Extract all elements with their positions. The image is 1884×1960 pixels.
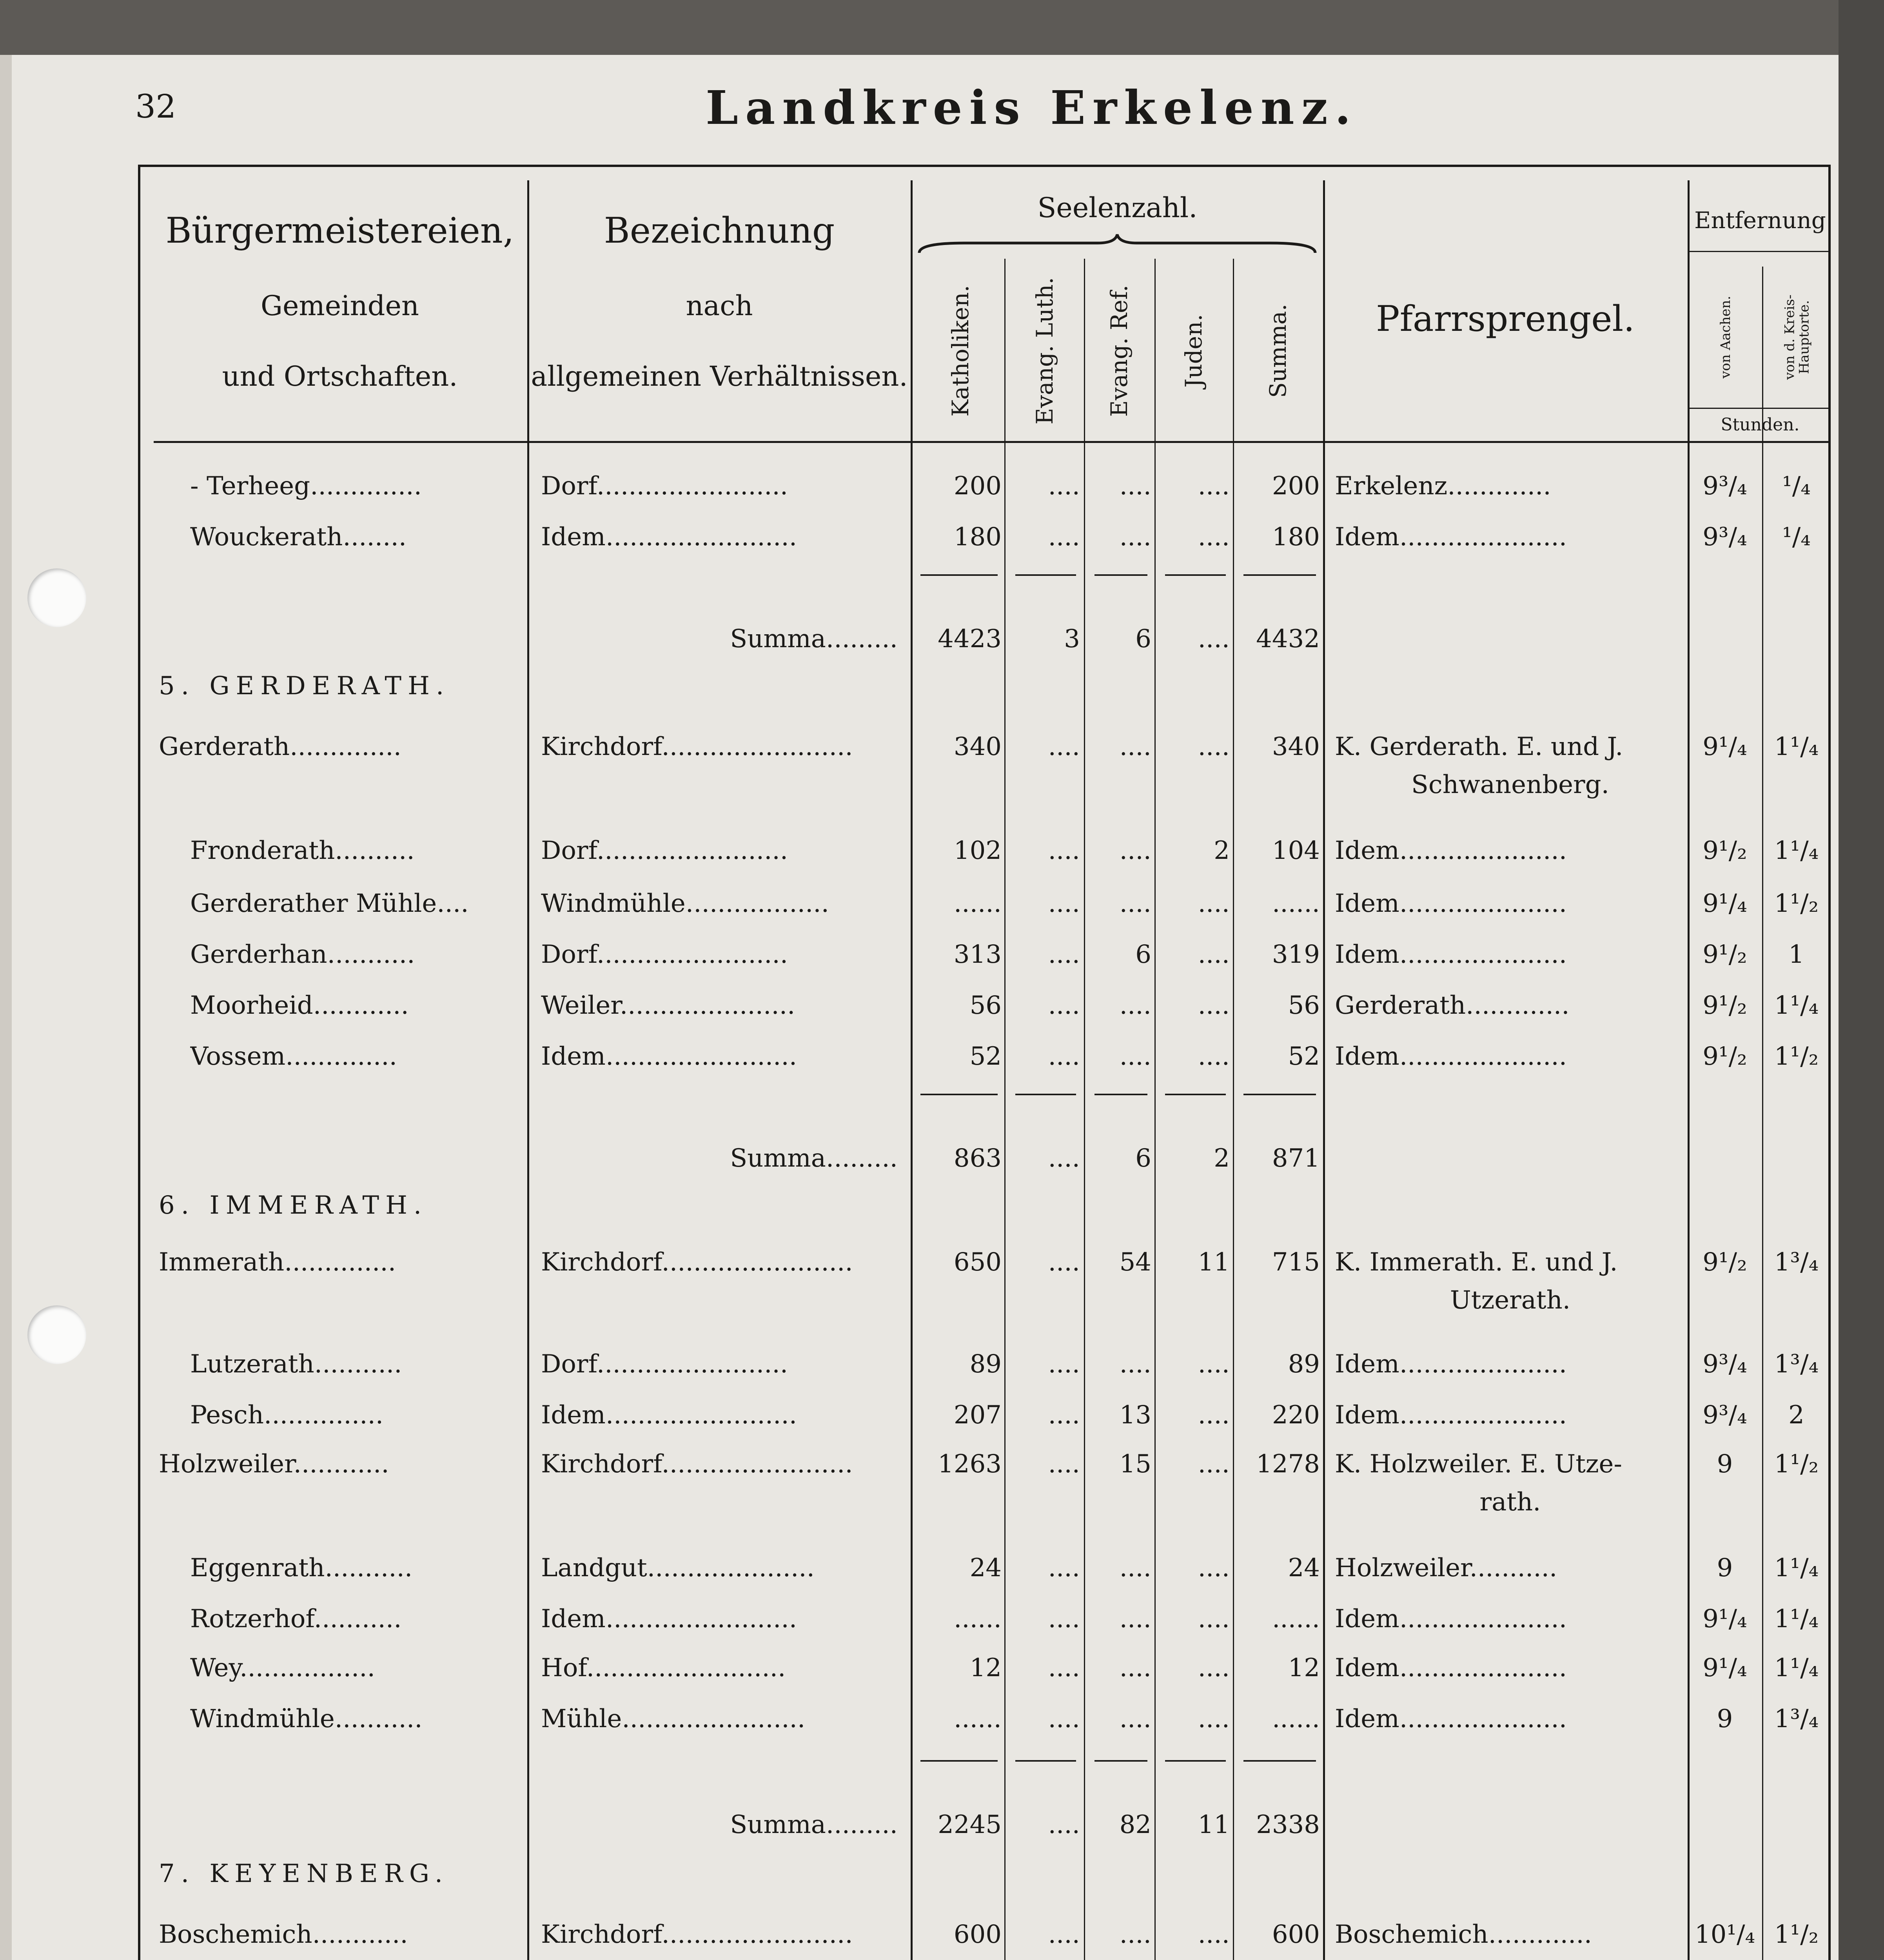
cell-luth: .... xyxy=(1048,889,1080,918)
page-number: 32 xyxy=(135,88,176,125)
cell-kath: 4423 xyxy=(938,624,1002,653)
cell-parish: Boschemich............. xyxy=(1335,1920,1592,1949)
header-kath: Katholiken. xyxy=(947,285,974,417)
cell-luth: .... xyxy=(1048,523,1080,552)
summa-rule xyxy=(1015,1094,1076,1095)
summa-rule xyxy=(1015,1760,1076,1762)
cell-luth: .... xyxy=(1048,1604,1080,1633)
cell-d2: 1¹/₄ xyxy=(1774,836,1819,865)
cell-d1: 9³/₄ xyxy=(1702,472,1747,501)
cell-ref: .... xyxy=(1119,1553,1151,1583)
cell-parish-continued: Schwanenberg. xyxy=(1411,770,1609,799)
header-place-1: Bürgermeistereien, xyxy=(165,210,514,251)
cell-type: Weiler...................... xyxy=(541,991,795,1020)
header-type-1: Bezeichnung xyxy=(604,210,835,251)
cell-sum: 52 xyxy=(1288,1042,1320,1071)
section-row xyxy=(0,662,1884,710)
cell-kath: 89 xyxy=(969,1350,1002,1379)
table-row xyxy=(0,1341,1884,1388)
section-row xyxy=(0,1182,1884,1229)
cell-parish: Holzweiler........... xyxy=(1335,1553,1557,1583)
header-dist-unit: Stunden. xyxy=(1721,415,1800,435)
cell-luth: .... xyxy=(1048,1248,1080,1277)
cell-type: Dorf........................ xyxy=(541,1350,788,1379)
cell-place: Rotzerhof........... xyxy=(190,1604,402,1633)
cell-sum: 319 xyxy=(1272,940,1320,969)
cell-kath: 600 xyxy=(953,1920,1002,1949)
cell-sum: 1278 xyxy=(1256,1450,1320,1479)
summa-rule xyxy=(1165,574,1226,576)
table-row xyxy=(0,931,1884,978)
cell-jud: .... xyxy=(1198,1553,1230,1583)
cell-d2: ¹/₄ xyxy=(1782,472,1811,501)
cell-sum: 180 xyxy=(1272,523,1320,552)
cell-type: Summa......... xyxy=(730,1810,898,1839)
cell-d1: 9³/₄ xyxy=(1702,1401,1747,1430)
table-row xyxy=(0,723,1884,799)
cell-kath: 650 xyxy=(953,1248,1002,1277)
cell-d1: 9³/₄ xyxy=(1702,523,1747,552)
cell-ref: 6 xyxy=(1135,940,1151,969)
cell-ref: .... xyxy=(1119,472,1151,501)
cell-sum: 2338 xyxy=(1256,1810,1320,1839)
cell-type: Dorf........................ xyxy=(541,836,788,865)
cell-d1: 9³/₄ xyxy=(1702,1350,1747,1379)
table-row xyxy=(0,514,1884,561)
page-title: Landkreis Erkelenz. xyxy=(706,80,1358,135)
cell-ref: .... xyxy=(1119,836,1151,865)
cell-d1: 10¹/₄ xyxy=(1694,1920,1755,1949)
cell-jud: .... xyxy=(1198,1401,1230,1430)
cell-parish: Idem..................... xyxy=(1335,1704,1567,1733)
cell-luth: .... xyxy=(1048,1553,1080,1583)
summa-row xyxy=(0,1135,1884,1182)
cell-ref: .... xyxy=(1119,1350,1151,1379)
cell-jud: .... xyxy=(1198,1042,1230,1071)
cell-d2: 1¹/₂ xyxy=(1774,1920,1819,1949)
cell-luth: .... xyxy=(1048,1042,1080,1071)
section-title: 7. KEYENBERG. xyxy=(159,1859,449,1888)
cell-jud: .... xyxy=(1198,523,1230,552)
cell-sum: 871 xyxy=(1272,1144,1320,1173)
cell-d2: 1 xyxy=(1788,940,1804,969)
table-row xyxy=(0,1441,1884,1517)
header-luth: Evang. Luth. xyxy=(1031,277,1058,425)
cell-type: Mühle....................... xyxy=(541,1704,806,1733)
table-row xyxy=(0,1239,1884,1315)
cell-ref: .... xyxy=(1119,1042,1151,1071)
table-row xyxy=(0,1695,1884,1742)
cell-kath: ...... xyxy=(953,889,1002,918)
cell-type: Idem........................ xyxy=(541,1401,797,1430)
cell-place: Boschemich............ xyxy=(159,1920,408,1949)
cell-d1: 9¹/₄ xyxy=(1702,1653,1747,1682)
cell-ref: 54 xyxy=(1119,1248,1151,1277)
cell-ref: .... xyxy=(1119,889,1151,918)
cell-ref: 82 xyxy=(1119,1810,1151,1839)
cell-luth: .... xyxy=(1048,472,1080,501)
cell-kath: ...... xyxy=(953,1604,1002,1633)
cell-d2: 1¹/₂ xyxy=(1774,1042,1819,1071)
cell-parish-continued: rath. xyxy=(1479,1488,1541,1517)
dist-group-rule xyxy=(1690,251,1831,252)
table-row xyxy=(0,1392,1884,1439)
cell-d2: 1¹/₄ xyxy=(1774,991,1819,1020)
cell-ref: .... xyxy=(1119,1604,1151,1633)
cell-luth: .... xyxy=(1048,1144,1080,1173)
header-ref: Evang. Ref. xyxy=(1106,285,1133,417)
summa-rule xyxy=(920,574,998,576)
cell-luth: 3 xyxy=(1064,624,1080,653)
cell-jud: .... xyxy=(1198,889,1230,918)
cell-type: Kirchdorf........................ xyxy=(541,1920,853,1949)
cell-d2: 1³/₄ xyxy=(1774,1350,1819,1379)
header-parish: Pfarrsprengel. xyxy=(1376,298,1635,339)
cell-kath: 24 xyxy=(969,1553,1002,1583)
cell-sum: 12 xyxy=(1288,1653,1320,1682)
cell-type: Dorf........................ xyxy=(541,940,788,969)
cell-kath: 340 xyxy=(953,732,1002,761)
cell-sum: 56 xyxy=(1288,991,1320,1020)
cell-jud: .... xyxy=(1198,991,1230,1020)
cell-type: Kirchdorf........................ xyxy=(541,1248,853,1277)
cell-d1: 9¹/₂ xyxy=(1702,940,1747,969)
cell-sum: ...... xyxy=(1272,889,1320,918)
dist-unit-rule xyxy=(1690,408,1831,409)
table-row xyxy=(0,1544,1884,1592)
cell-d2: 1¹/₄ xyxy=(1774,1553,1819,1583)
cell-luth: .... xyxy=(1048,1920,1080,1949)
cell-jud: .... xyxy=(1198,1920,1230,1949)
table-row xyxy=(0,880,1884,927)
cell-jud: .... xyxy=(1198,1653,1230,1682)
table-row xyxy=(0,1911,1884,1958)
section-title: 6. IMMERATH. xyxy=(159,1191,428,1220)
cell-kath: 1263 xyxy=(938,1450,1002,1479)
cell-type: Hof......................... xyxy=(541,1653,786,1682)
header-type-3: allgemeinen Verhältnissen. xyxy=(531,360,908,392)
cell-d1: 9¹/₄ xyxy=(1702,732,1747,761)
cell-parish: Idem..................... xyxy=(1335,836,1567,865)
table-row xyxy=(0,1033,1884,1080)
cell-d2: 1¹/₄ xyxy=(1774,1653,1819,1682)
cell-jud: .... xyxy=(1198,1450,1230,1479)
cell-place: Immerath.............. xyxy=(159,1248,396,1277)
cell-ref: .... xyxy=(1119,732,1151,761)
summa-rule xyxy=(920,1760,998,1762)
table-row xyxy=(0,1595,1884,1642)
cell-kath: 180 xyxy=(953,523,1002,552)
summa-rule xyxy=(1165,1094,1226,1095)
cell-luth: .... xyxy=(1048,1450,1080,1479)
cell-sum: 24 xyxy=(1288,1553,1320,1583)
cell-place: Windmühle........... xyxy=(190,1704,423,1733)
cell-d2: 1¹/₂ xyxy=(1774,889,1819,918)
summa-rule xyxy=(1094,1094,1147,1095)
cell-place: Gerderather Mühle.... xyxy=(190,889,469,918)
section-row xyxy=(0,1850,1884,1897)
cell-kath: 200 xyxy=(953,472,1002,501)
summa-rule xyxy=(1015,574,1076,576)
cell-jud: .... xyxy=(1198,940,1230,969)
cell-jud: 2 xyxy=(1214,836,1230,865)
summa-rule xyxy=(1243,1760,1316,1762)
cell-sum: 89 xyxy=(1288,1350,1320,1379)
cell-place: Moorheid............ xyxy=(190,991,409,1020)
cell-type: Summa......... xyxy=(730,624,898,653)
cell-type: Idem........................ xyxy=(541,1604,797,1633)
cell-d2: 1¹/₄ xyxy=(1774,732,1819,761)
cell-d2: 1¹/₄ xyxy=(1774,1604,1819,1633)
cell-kath: 207 xyxy=(953,1401,1002,1430)
cell-kath: ...... xyxy=(953,1704,1002,1733)
cell-parish: Gerderath............. xyxy=(1335,991,1570,1020)
cell-d1: 9¹/₂ xyxy=(1702,836,1747,865)
section-title: 5. GERDERATH. xyxy=(159,671,450,701)
cell-luth: .... xyxy=(1048,1350,1080,1379)
cell-place: Vossem.............. xyxy=(190,1042,397,1071)
cell-jud: .... xyxy=(1198,1704,1230,1733)
cell-ref: 13 xyxy=(1119,1401,1151,1430)
cell-kath: 2245 xyxy=(938,1810,1002,1839)
cell-type: Windmühle.................. xyxy=(541,889,829,918)
cell-jud: .... xyxy=(1198,472,1230,501)
cell-d1: 9 xyxy=(1717,1450,1733,1479)
cell-kath: 52 xyxy=(969,1042,1002,1071)
header-pop-group: Seelenzahl. xyxy=(1037,192,1198,224)
cell-sum: 600 xyxy=(1272,1920,1320,1949)
cell-place: - Terheeg.............. xyxy=(190,472,422,501)
cell-place: Wey................. xyxy=(190,1653,375,1682)
cell-d1: 9¹/₂ xyxy=(1702,991,1747,1020)
cell-sum: 715 xyxy=(1272,1248,1320,1277)
cell-parish: Idem..................... xyxy=(1335,523,1567,552)
table-row xyxy=(0,1644,1884,1691)
cell-luth: .... xyxy=(1048,1653,1080,1682)
cell-kath: 12 xyxy=(969,1653,1002,1682)
header-dist-kreis: von d. Kreis-Hauptorte. xyxy=(1782,294,1812,380)
cell-d2: ¹/₄ xyxy=(1782,523,1811,552)
summa-rule xyxy=(1243,1094,1316,1095)
header-rule xyxy=(154,441,1831,443)
cell-jud: .... xyxy=(1198,1350,1230,1379)
cell-ref: .... xyxy=(1119,1920,1151,1949)
cell-type: Dorf........................ xyxy=(541,472,788,501)
cell-d1: 9¹/₂ xyxy=(1702,1248,1747,1277)
cell-parish-continued: Utzerath. xyxy=(1450,1286,1571,1315)
summa-rule xyxy=(1094,574,1147,576)
cell-jud: .... xyxy=(1198,732,1230,761)
cell-jud: .... xyxy=(1198,624,1230,653)
cell-place: Gerderhan........... xyxy=(190,940,415,969)
cell-luth: .... xyxy=(1048,836,1080,865)
cell-place: Eggenrath........... xyxy=(190,1553,413,1583)
cell-sum: 104 xyxy=(1272,836,1320,865)
cell-jud: .... xyxy=(1198,1604,1230,1633)
cell-kath: 102 xyxy=(953,836,1002,865)
cell-d2: 2 xyxy=(1788,1401,1804,1430)
cell-luth: .... xyxy=(1048,732,1080,761)
scan-top-edge xyxy=(0,0,1884,55)
cell-ref: 6 xyxy=(1135,624,1151,653)
cell-sum: ...... xyxy=(1272,1604,1320,1633)
cell-parish: K. Immerath. E. und J. xyxy=(1335,1248,1618,1277)
cell-sum: ...... xyxy=(1272,1704,1320,1733)
cell-kath: 313 xyxy=(953,940,1002,969)
header-sum: Summa. xyxy=(1265,303,1291,398)
cell-jud: 2 xyxy=(1214,1144,1230,1173)
cell-d2: 1¹/₂ xyxy=(1774,1450,1819,1479)
cell-luth: .... xyxy=(1048,991,1080,1020)
cell-type: Landgut..................... xyxy=(541,1553,815,1583)
cell-parish: Idem..................... xyxy=(1335,1350,1567,1379)
cell-parish: Idem..................... xyxy=(1335,1401,1567,1430)
cell-sum: 200 xyxy=(1272,472,1320,501)
summa-row xyxy=(0,615,1884,662)
cell-type: Kirchdorf........................ xyxy=(541,1450,853,1479)
header-jud: Juden. xyxy=(1180,314,1207,388)
cell-place: Wouckerath........ xyxy=(190,523,407,552)
cell-kath: 863 xyxy=(953,1144,1002,1173)
cell-parish: Idem..................... xyxy=(1335,1653,1567,1682)
cell-sum: 220 xyxy=(1272,1401,1320,1430)
cell-d1: 9¹/₂ xyxy=(1702,1042,1747,1071)
cell-kath: 56 xyxy=(969,991,1002,1020)
cell-parish: K. Holzweiler. E. Utze- xyxy=(1335,1450,1623,1479)
cell-ref: .... xyxy=(1119,523,1151,552)
cell-parish: Idem..................... xyxy=(1335,940,1567,969)
table-row xyxy=(0,463,1884,510)
cell-d1: 9¹/₄ xyxy=(1702,1604,1747,1633)
cell-d1: 9 xyxy=(1717,1704,1733,1733)
cell-type: Idem........................ xyxy=(541,1042,797,1071)
summa-rule xyxy=(1165,1760,1226,1762)
cell-ref: .... xyxy=(1119,1704,1151,1733)
cell-parish: K. Gerderath. E. und J. xyxy=(1335,732,1623,761)
cell-place: Gerderath.............. xyxy=(159,732,401,761)
cell-type: Summa......... xyxy=(730,1144,898,1173)
header-type-2: nach xyxy=(686,290,753,322)
header-brace xyxy=(917,231,1317,259)
cell-place: Lutzerath........... xyxy=(190,1350,402,1379)
cell-sum: 4432 xyxy=(1256,624,1320,653)
table-row xyxy=(0,827,1884,874)
summa-row xyxy=(0,1801,1884,1848)
table-row xyxy=(0,982,1884,1029)
cell-sum: 340 xyxy=(1272,732,1320,761)
cell-d2: 1³/₄ xyxy=(1774,1704,1819,1733)
header-dist-aachen: von Aachen. xyxy=(1718,296,1733,379)
cell-luth: .... xyxy=(1048,1401,1080,1430)
cell-jud: 11 xyxy=(1198,1810,1230,1839)
cell-parish: Erkelenz............. xyxy=(1335,472,1551,501)
cell-jud: 11 xyxy=(1198,1248,1230,1277)
cell-parish: Idem..................... xyxy=(1335,889,1567,918)
cell-type: Idem........................ xyxy=(541,523,797,552)
cell-ref: .... xyxy=(1119,1653,1151,1682)
cell-ref: 15 xyxy=(1119,1450,1151,1479)
cell-luth: .... xyxy=(1048,940,1080,969)
cell-luth: .... xyxy=(1048,1810,1080,1839)
cell-place: Pesch............... xyxy=(190,1401,384,1430)
cell-ref: 6 xyxy=(1135,1144,1151,1173)
header-place-3: und Ortschaften. xyxy=(222,360,458,392)
header-dist-group: Entfernung xyxy=(1694,207,1826,234)
cell-luth: .... xyxy=(1048,1704,1080,1733)
cell-parish: Idem..................... xyxy=(1335,1042,1567,1071)
cell-d2: 1³/₄ xyxy=(1774,1248,1819,1277)
cell-ref: .... xyxy=(1119,991,1151,1020)
cell-place: Fronderath.......... xyxy=(190,836,415,865)
cell-d1: 9 xyxy=(1717,1553,1733,1583)
cell-d1: 9¹/₄ xyxy=(1702,889,1747,918)
cell-place: Holzweiler............ xyxy=(159,1450,389,1479)
summa-rule xyxy=(1094,1760,1147,1762)
summa-rule xyxy=(920,1094,998,1095)
header-place-2: Gemeinden xyxy=(261,290,419,322)
summa-rule xyxy=(1243,574,1316,576)
cell-type: Kirchdorf........................ xyxy=(541,732,853,761)
cell-parish: Idem..................... xyxy=(1335,1604,1567,1633)
